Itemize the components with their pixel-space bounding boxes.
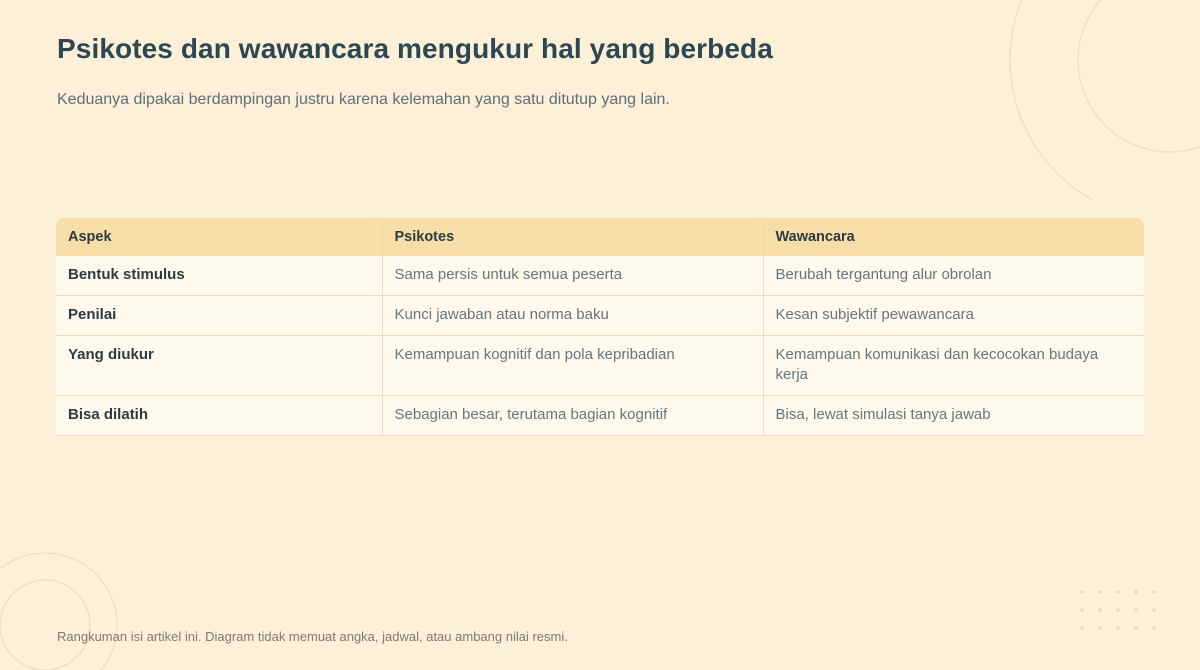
decorative-dot <box>1080 626 1084 630</box>
footer-note: Rangkuman isi artikel ini. Diagram tidak memuat angka, jadwal, atau ambang nilai resmi. <box>57 629 568 644</box>
row-psikotes-cell: Kemampuan kognitif dan pola kepribadian <box>382 336 763 396</box>
decorative-dot <box>1134 626 1138 630</box>
decorative-ring-inner <box>1078 0 1200 152</box>
decorative-ring-inner <box>0 580 90 670</box>
decorative-dot <box>1080 608 1084 612</box>
row-aspect-label: Bentuk stimulus <box>56 256 382 296</box>
decorative-dot <box>1116 590 1120 594</box>
decorative-dot <box>1098 590 1102 594</box>
table-header-row <box>56 218 1144 256</box>
decorative-rings-top-right <box>1000 0 1200 200</box>
decorative-dot <box>1134 608 1138 612</box>
row-aspect-label: Bisa dilatih <box>56 396 382 436</box>
table-row <box>56 396 1144 436</box>
row-wawancara-cell: Kesan subjektif pewawancara <box>763 296 1144 336</box>
row-psikotes-cell: Sebagian besar, terutama bagian kognitif <box>382 396 763 436</box>
row-wawancara-cell: Berubah tergantung alur obrolan <box>763 256 1144 296</box>
comparison-table-container <box>56 218 1144 436</box>
decorative-dot <box>1098 608 1102 612</box>
decorative-dot <box>1116 626 1120 630</box>
decorative-dot <box>1152 590 1156 594</box>
column-header-wawancara: Wawancara <box>763 218 1144 256</box>
decorative-dot-grid <box>1075 585 1165 635</box>
page-subtitle: Keduanya dipakai berdampingan justru karena kelemahan yang satu ditutup yang lain. <box>57 91 670 108</box>
table-row <box>56 256 1144 296</box>
row-psikotes-cell: Kunci jawaban atau norma baku <box>382 296 763 336</box>
decorative-dot <box>1116 608 1120 612</box>
comparison-table <box>56 218 1144 436</box>
decorative-rings-bottom-left <box>0 545 130 670</box>
decorative-ring-outer <box>1010 0 1200 200</box>
table-body <box>56 256 1144 436</box>
decorative-dot <box>1098 626 1102 630</box>
table-header <box>56 218 1144 256</box>
page-title: Psikotes dan wawancara mengukur hal yang berbeda <box>57 33 773 64</box>
column-header-aspek: Aspek <box>56 218 382 256</box>
row-psikotes-cell: Sama persis untuk semua peserta <box>382 256 763 296</box>
decorative-ring-outer <box>0 553 117 670</box>
row-aspect-label: Yang diukur <box>56 336 382 396</box>
decorative-dot <box>1152 608 1156 612</box>
decorative-dot <box>1080 590 1084 594</box>
table-row <box>56 336 1144 396</box>
column-header-psikotes: Psikotes <box>382 218 763 256</box>
decorative-dot <box>1134 590 1138 594</box>
row-wawancara-cell: Kemampuan komunikasi dan kecocokan budaya kerja <box>763 336 1144 396</box>
table-row <box>56 296 1144 336</box>
row-wawancara-cell: Bisa, lewat simulasi tanya jawab <box>763 396 1144 436</box>
decorative-dot <box>1152 626 1156 630</box>
row-aspect-label: Penilai <box>56 296 382 336</box>
